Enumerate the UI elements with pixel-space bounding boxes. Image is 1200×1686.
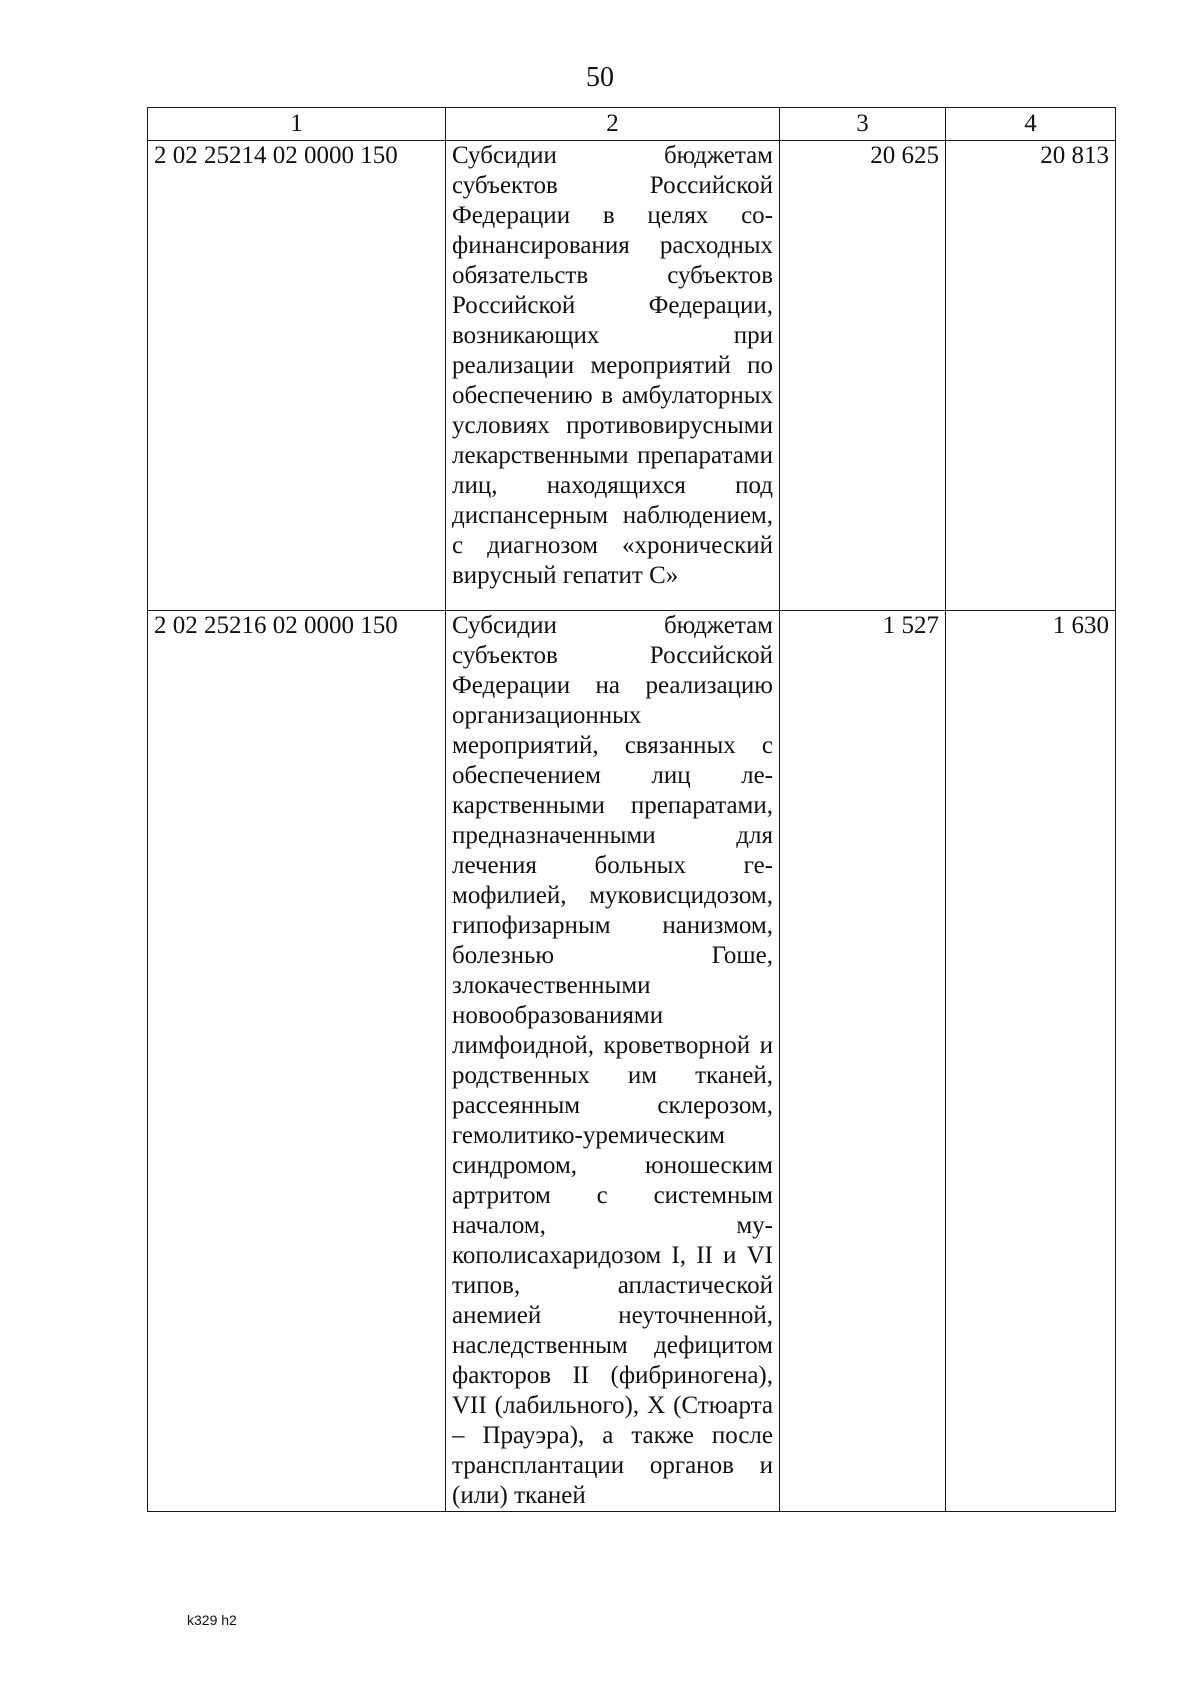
table-row (148, 611, 1116, 1512)
column-header-3: 3 (780, 108, 946, 141)
amount-column-4-cell: 20 813 (946, 141, 1116, 611)
amount-column-3-cell: 20 625 (780, 141, 946, 611)
table-header-row (148, 108, 1116, 141)
description-cell: Субсидии бюджетам субъектов Российской Федерации в целях софинансирования расходных обязательств субъектов Российской Федерации, возникающих при реализации мероприятий по обеспечению в амбулаторных условиях противовирусными лекарственными препаратами лиц, находящихся под диспансерным наблюдением, с диагнозом «хронический вирусный гепатит С» (446, 141, 780, 611)
budget-table (147, 107, 1116, 1512)
column-header-1: 1 (148, 108, 446, 141)
document-footer-code: k329 h2 (187, 1612, 237, 1628)
page-number: 50 (586, 62, 614, 93)
amount-column-4-cell: 1 630 (946, 611, 1116, 1512)
table-row (148, 141, 1116, 611)
description-cell: Субсидии бюджетам субъектов Российской Федерации на реализацию организационных мероприятий, связанных с обеспечением лиц лекарственными препаратами, предназначенными для лечения больных гемофилией, муковисцидозом, гипофизарным нанизмом, болезнью Гоше, злокачественными новообразованиями лимфоидной, кроветворной и родственных им тканей, рассеянным склерозом, гемолитико-уремическим синдромом, юношеским артритом с системным началом, мукополисахаридозом I, II и VI типов, апластической анемией неуточненной, наследственным дефицитом факторов II (фибриногена), VII (лабильного), X (Стюарта – Прауэра), а также после трансплантации органов и (или) тканей (446, 611, 780, 1512)
budget-code-cell: 2 02 25214 02 0000 150 (148, 141, 446, 611)
amount-column-3-cell: 1 527 (780, 611, 946, 1512)
budget-code-cell: 2 02 25216 02 0000 150 (148, 611, 446, 1512)
column-header-2: 2 (446, 108, 780, 141)
column-header-4: 4 (946, 108, 1116, 141)
